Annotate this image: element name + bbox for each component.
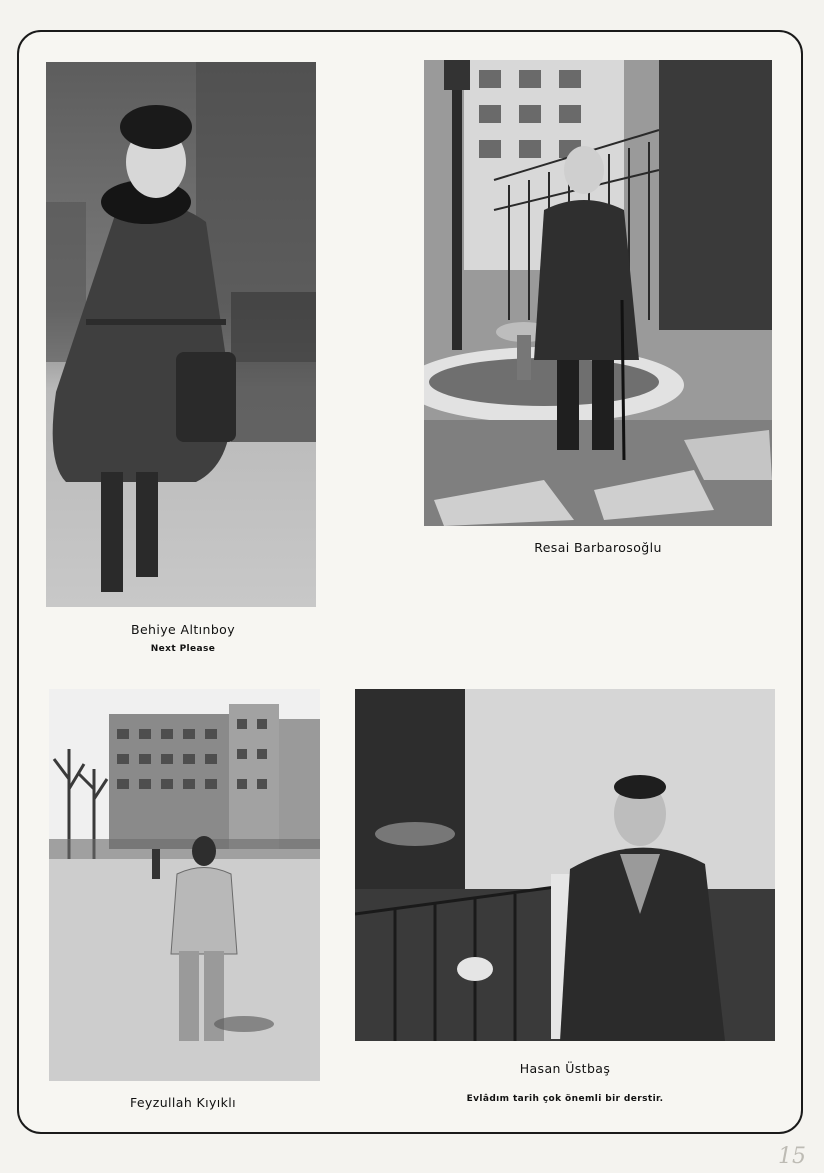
caption-subtitle: Evlâdım tarih çok önemli bir derstir. — [466, 1094, 664, 1104]
caption-name: Feyzullah Kıyıklı — [129, 1095, 237, 1110]
photo-resai-barbarosoglu — [424, 60, 772, 526]
caption-name: Resai Barbarosoğlu — [534, 540, 662, 555]
page-number: 15 — [778, 1144, 806, 1169]
caption-name: Hasan Üstbaş — [519, 1061, 611, 1076]
photo-hasan-ustbas — [355, 689, 775, 1041]
photo-behiye-altinboy — [46, 62, 316, 607]
caption-subtitle: Next Please — [150, 644, 216, 654]
caption-name: Behiye Altınboy — [130, 622, 236, 637]
photo-feyzullah-kiyikli — [49, 689, 320, 1081]
